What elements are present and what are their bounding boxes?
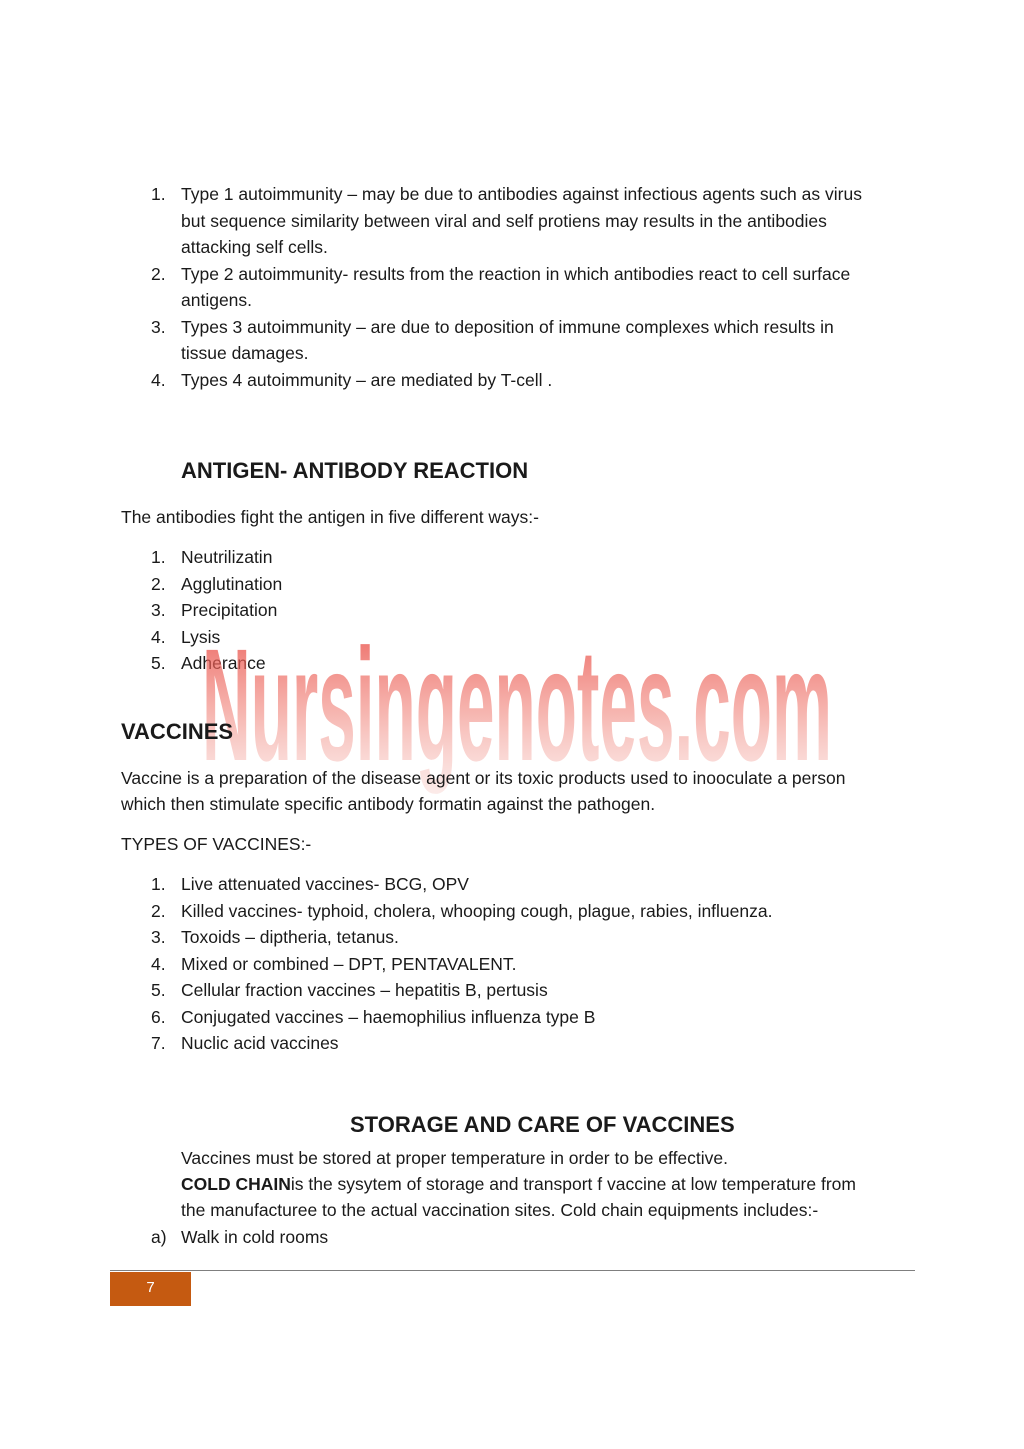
page-number: 7: [146, 1279, 155, 1296]
list-number: 1.: [151, 547, 166, 567]
list-text: Mixed or combined – DPT, PENTAVALENT.: [181, 953, 517, 974]
cold-chain-item-text: Walk in cold rooms: [181, 1227, 329, 1247]
vaccines-heading: VACCINES: [121, 719, 234, 744]
list-item: [121, 314, 921, 367]
cold-chain-definition: is the sysytem of storage and transport f vaccine at low temperature from: [290, 1174, 856, 1194]
list-item: [121, 624, 521, 651]
storage-line: Vaccines must be stored at proper temperature in order to be effective.: [181, 1148, 729, 1168]
list-number: 2.: [151, 573, 166, 594]
list-item: [121, 1030, 881, 1057]
list-number: 1.: [151, 184, 166, 204]
cold-chain-item-label: a): [151, 1227, 167, 1247]
cold-chain-term: COLD CHAIN: [181, 1174, 291, 1194]
list-text-line: but sequence similarity between viral and self protiens may results in the antibodies: [181, 210, 827, 231]
list-text-line: Type 1 autoimmunity – may be due to antibodies against infectious agents such as virus: [181, 184, 862, 204]
list-text-line: tissue damages.: [181, 343, 309, 363]
watermark-text: Nursingenotes.com: [202, 615, 832, 794]
list-text-line: Type 2 autoimmunity- results from the reaction in which antibodies react to cell surface: [181, 263, 851, 284]
cold-chain-line: [181, 1171, 856, 1198]
list-text: Precipitation: [181, 600, 278, 620]
list-number: 3.: [151, 600, 166, 620]
antigen-antibody-heading: ANTIGEN- ANTIBODY REACTION: [181, 458, 529, 483]
list-text-line: attacking self cells.: [181, 237, 328, 257]
storage-line: the manufacturee to the actual vaccination sites. Cold chain equipments includes:-: [181, 1200, 819, 1220]
list-number: 4.: [151, 953, 166, 974]
list-text-line: Types 4 autoimmunity – are mediated by T-cell .: [181, 369, 553, 390]
vaccine-definition-line: Vaccine is a preparation of the disease agent or its toxic products used to inooculate a person: [121, 768, 846, 788]
list-text: Adherance: [181, 653, 266, 673]
vaccine-types-list: [121, 871, 881, 1057]
list-item: [121, 597, 521, 624]
list-text: Nuclic acid vaccines: [181, 1033, 339, 1053]
list-text: Agglutination: [181, 573, 283, 594]
list-item: [121, 951, 881, 978]
antigen-intro: The antibodies fight the antigen in five different ways:-: [121, 507, 539, 527]
list-item: [121, 571, 521, 598]
list-text: Killed vaccines- typhoid, cholera, whooping cough, plague, rabies, influenza.: [181, 900, 773, 921]
list-text: Lysis: [181, 626, 221, 647]
page-number-badge: [110, 1272, 191, 1306]
types-of-vaccines-label: TYPES OF VACCINES:-: [121, 834, 312, 854]
list-number: 6.: [151, 1006, 166, 1027]
list-item: [121, 544, 521, 571]
list-text-line: Types 3 autoimmunity – are due to deposition of immune complexes which results in: [181, 316, 834, 337]
list-item: [121, 1004, 881, 1031]
list-number: 4.: [151, 626, 166, 647]
storage-heading: STORAGE AND CARE OF VACCINES: [350, 1112, 735, 1137]
list-number: 7.: [151, 1033, 166, 1053]
list-item: [121, 898, 881, 925]
list-text: Conjugated vaccines – haemophilius influenza type B: [181, 1006, 596, 1027]
list-item: [121, 367, 921, 394]
list-number: 1.: [151, 874, 166, 894]
list-item: [121, 181, 921, 261]
list-item: [121, 261, 921, 314]
list-number: 5.: [151, 980, 166, 1000]
list-text: Cellular fraction vaccines – hepatitis B, pertusis: [181, 980, 548, 1000]
footer-divider: [110, 1270, 915, 1271]
list-item: [121, 977, 881, 1004]
vaccine-definition-line: which then stimulate specific antibody formatin against the pathogen.: [121, 794, 656, 814]
antibody-ways-list: [121, 544, 521, 677]
list-number: 2.: [151, 900, 166, 921]
list-text-line: antigens.: [181, 290, 253, 310]
list-number: 5.: [151, 653, 166, 673]
autoimmunity-list: [121, 181, 921, 393]
list-text: Neutrilizatin: [181, 547, 273, 567]
list-number: 2.: [151, 263, 166, 284]
list-number: 4.: [151, 369, 166, 390]
list-item: [121, 871, 881, 898]
list-item: [121, 650, 521, 677]
list-text: Toxoids – diptheria, tetanus.: [181, 927, 399, 947]
list-number: 3.: [151, 927, 166, 947]
list-item: [121, 924, 881, 951]
list-text: Live attenuated vaccines- BCG, OPV: [181, 874, 469, 894]
list-number: 3.: [151, 316, 166, 337]
